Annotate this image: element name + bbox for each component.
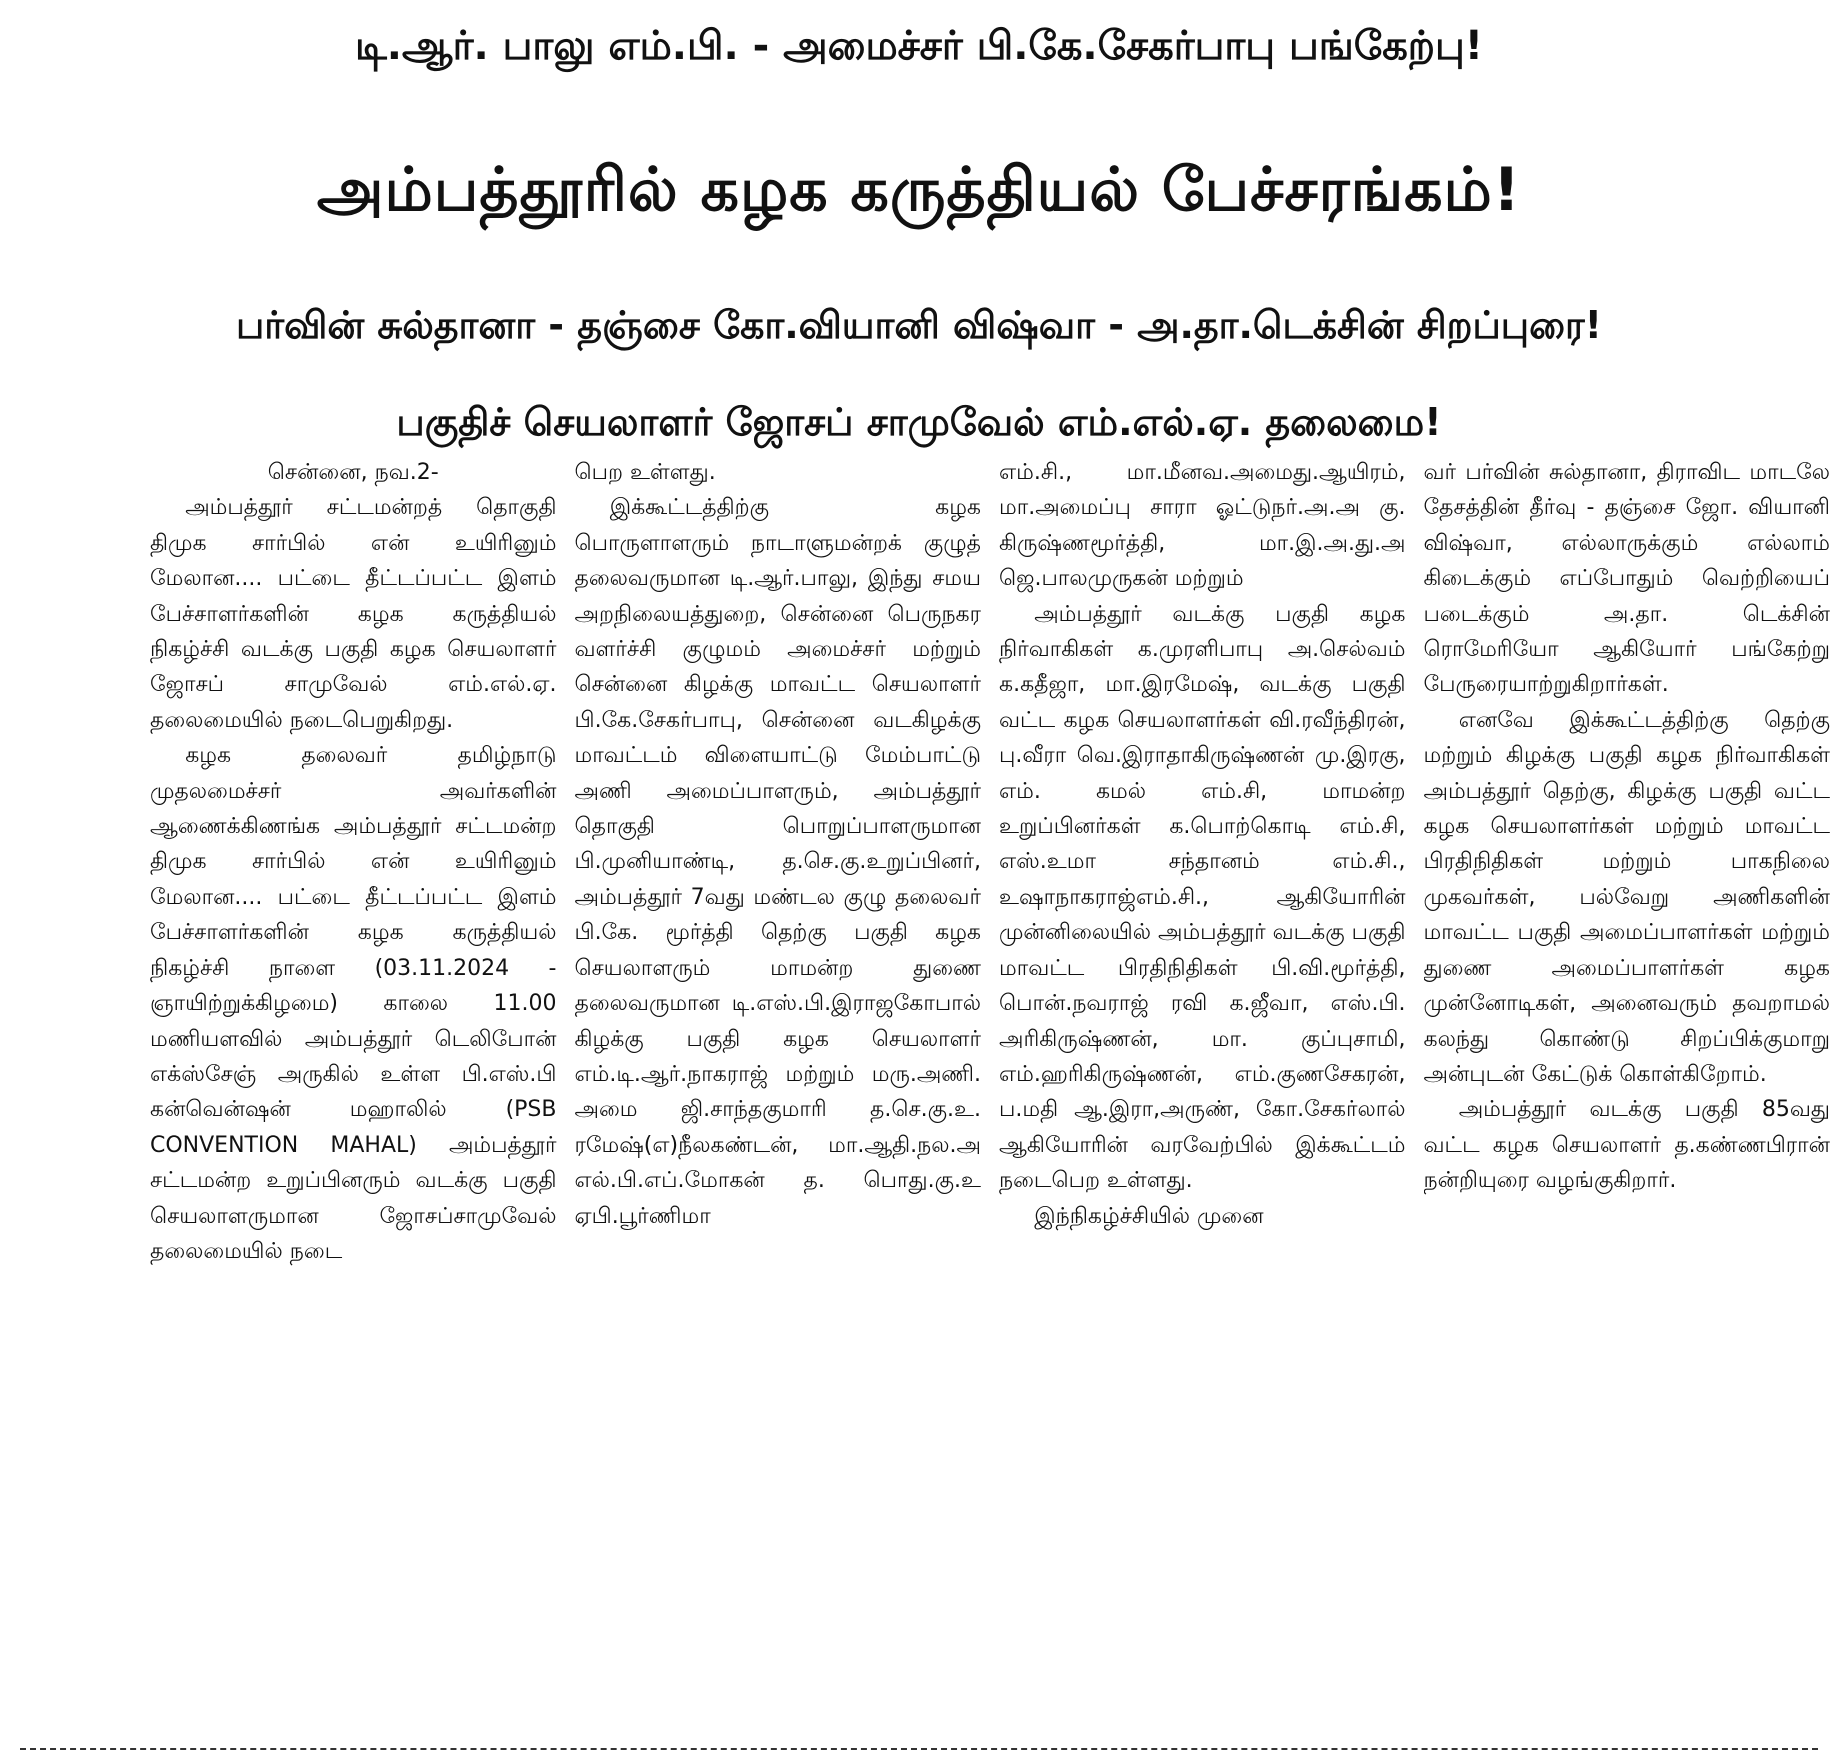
article-paragraph: எம்.சி., மா.மீனவ.அமைது.ஆயிரம், மா.அமைப்பு சாரா ஓட்டுநர்.அ.அ கு. கிருஷ்ணமூர்த்தி, மா.இ.அ.து.அ ஜெ.பாலமுருகன் மற்றும் [999,460,1406,592]
article-column-2 [575,455,982,1730]
article-column-4 [1424,455,1831,1730]
subheadline-presiding: பகுதிச் செயலாளர் ஜோசப் சாமுவேல் எம்.எல்.ஏ. தலைமை! [396,400,1442,444]
article-paragraph: இந்நிகழ்ச்சியில் முனை [1034,1203,1264,1229]
dateline: சென்னை, நவ.2- [267,460,439,485]
article-column-3 [999,455,1406,1730]
article-paragraph: வர் பர்வின் சுல்தானா, திராவிட மாடலே தேசத்தின் தீர்வு - தஞ்சை ஜோ. வியானி விஷ்வா, எல்லாருக்கும் எல்லாம் கிடைக்கும் எப்போதும் வெற்றியைப் படைக்கும் அ.தா. டெக்சின் ரொமேரியோ ஆகியோர் பங்கேற்று பேருரையாற்றுகிறார்கள். [1423,460,1830,698]
main-headline: அம்பத்தூரில் கழக கருத்தியல் பேச்சரங்கம்! [316,155,1522,225]
article-paragraph: பெற உள்ளது. [574,460,716,485]
article-paragraph: இக்கூட்டத்திற்கு கழக பொருளாளரும் நாடாளுமன்றக் குழுத் தலைவருமான டி.ஆர்.பாலு, இந்து சமய அறநிலையத்துறை, சென்னை பெருநகர வளர்ச்சி குழுமம் அமைச்சர் மற்றும் சென்னை கிழக்கு மாவட்ட செயலாளர் பி.கே.சேகர்பாபு, சென்னை வடகிழக்கு மாவட்டம் விளையாட்டு மேம்பாட்டு அணி அமைப்பாளரும், அம்பத்தூர் தொகுதி பொறுப்பாளருமான பி.முனியாண்டி, த.செ.கு.உறுப்பினர், அம்பத்தூர் 7வது மண்டல குழு தலைவர் பி.கே. மூர்த்தி தெற்கு பகுதி கழக செயலாளரும் மாமன்ற துணை தலைவருமான டி.எஸ்.பி.இராஜகோபால் கிழக்கு பகுதி கழக செயலாளர் எம்.டி.ஆர்.நாகராஜ் மற்றும் மரு.அணி. அமை ஜி.சாந்தகுமாரி த.செ.கு.உ. ரமேஷ்(எ)நீலகண்டன், மா.ஆதி.நல.அ எல்.பி.எப்.மோகன் த. பொது.கு.உ ஏபி.பூர்ணிமா [574,495,981,1229]
article-paragraph: கழக தலைவர் தமிழ்நாடு முதலமைச்சர் அவர்களின் ஆணைக்கிணங்க அம்பத்தூர் சட்டமன்ற திமுக சார்பில் என் உயிரினும் மேலான.... பட்டை தீட்டப்பட்ட இளம் பேச்சாளர்களின் கழக கருத்தியல் நிகழ்ச்சி நாளை (03.11.2024 - ஞாயிற்றுக்கிழமை) காலை 11.00 மணியளவில் அம்பத்தூர் டெலிபோன் எக்ஸ்சேஞ் அருகில் உள்ள பி.எஸ்.பி கன்வென்ஷன் மஹாலில் (PSB CONVENTION MAHAL) அம்பத்தூர் சட்டமன்ற உறுப்பினரும் வடக்கு பகுதி செயலாளருமான ஜோசப்சாமுவேல் தலைமையில் நடை [150,743,557,1264]
article-paragraph: எனவே இக்கூட்டத்திற்கு தெற்கு மற்றும் கிழக்கு பகுதி கழக நிர்வாகிகள் அம்பத்தூர் தெற்கு, கிழக்கு பகுதி வட்ட கழக செயலாளர்கள் மற்றும் மாவட்ட பிரதிநிதிகள் மற்றும் பாகநிலை முகவர்கள், பல்வேறு அணிகளின் மாவட்ட பகுதி அமைப்பாளர்கள் மற்றும் துணை அமைப்பாளர்கள் கழக முன்னோடிகள், அனைவரும் தவறாமல் கலந்து கொண்டு சிறப்பிக்குமாறு அன்புடன் கேட்டுக் கொள்கிறோம். [1423,707,1830,1087]
kicker-headline: டி.ஆர். பாலு எம்.பி. - அமைச்சர் பி.கே.சேகர்பாபு பங்கேற்பு! [354,23,1484,69]
subheadline-speakers: பர்வின் சுல்தானா - தஞ்சை கோ.வியானி விஷ்வா - அ.தா.டெக்சின் சிறப்புரை! [235,303,1603,347]
bottom-dashed-rule [20,1748,1818,1750]
article-paragraph: அம்பத்தூர் வடக்கு பகுதி கழக நிர்வாகிகள் க.முரளிபாபு அ.செல்வம் க.கதீஜா, மா.இரமேஷ், வடக்கு பகுதி வட்ட கழக செயலாளர்கள் வி.ரவீந்திரன், பு.வீரா வெ.இராதாகிருஷ்ணன் மு.இரகு, எம். கமல் எம்.சி, மாமன்ற உறுப்பினர்கள் க.பொற்கொடி எம்.சி, எஸ்.உமா சந்தானம் எம்.சி., உஷாநாகராஜ்எம்.சி., ஆகியோரின் முன்னிலையில் அம்பத்தூர் வடக்கு பகுதி மாவட்ட பிரதிநிதிகள் பி.வி.மூர்த்தி, பொன்.நவராஜ் ரவி க.ஜீவா, எஸ்.பி. அரிகிருஷ்ணன், மா. குப்புசாமி, எம்.ஹரிகிருஷ்ணன், எம்.குணசேகரன், ப.மதி ஆ.இரா,அருண், கோ.சேகர்லால் ஆகியோரின் வரவேற்பில் இக்கூட்டம் நடைபெற உள்ளது. [999,601,1406,1194]
article-column-1 [150,455,557,1730]
article-paragraph: அம்பத்தூர் சட்டமன்றத் தொகுதி திமுக சார்பில் என் உயிரினும் மேலான.... பட்டை தீட்டப்பட்ட இளம் பேச்சாளர்களின் கழக கருத்தியல் நிகழ்ச்சி வடக்கு பகுதி கழக செயலாளர் ஜோசப் சாமுவேல் எம்.எல்.ஏ. தலைமையில் நடைபெறுகிறது. [150,495,557,733]
article-paragraph: அம்பத்தூர் வடக்கு பகுதி 85வது வட்ட கழக செயலாளர் த.கண்ணபிரான் நன்றியுரை வழங்குகிறார். [1423,1097,1830,1194]
article-body [150,455,1830,1730]
